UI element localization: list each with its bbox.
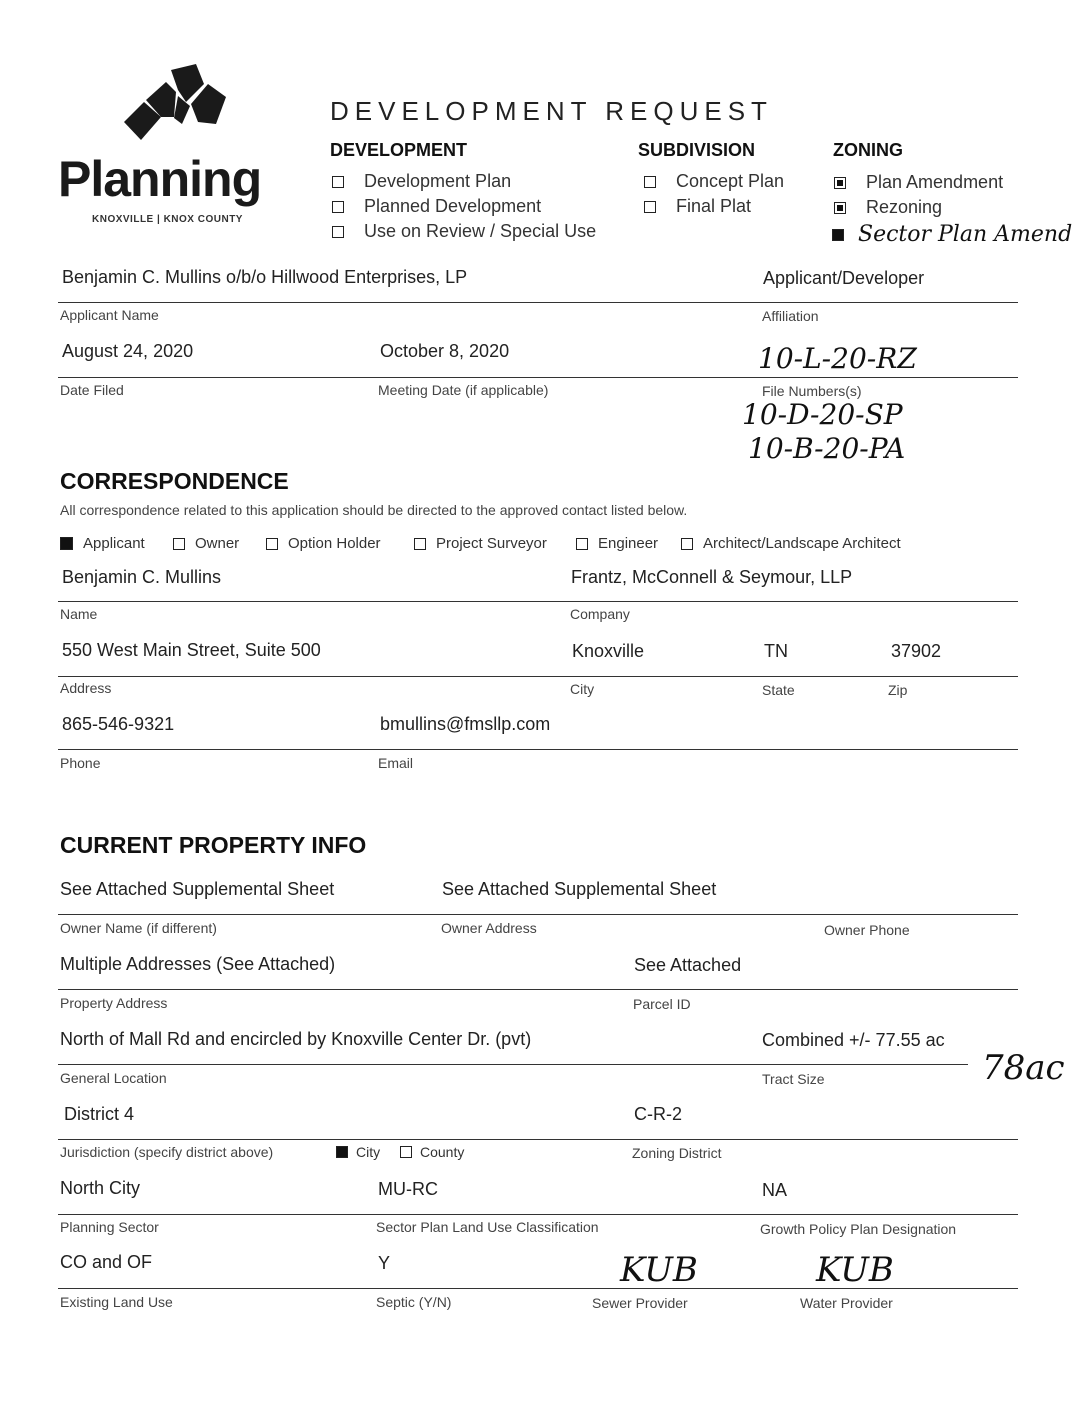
checkbox[interactable] <box>681 538 693 550</box>
parcel-id-label: Parcel ID <box>633 996 691 1012</box>
tract-size-value: Combined +/- 77.55 ac <box>762 1030 945 1050</box>
affiliation-value: Applicant/Developer <box>763 268 925 288</box>
checkbox-checked[interactable] <box>832 229 844 241</box>
planning-logo <box>58 62 288 232</box>
contact-company-value: Frantz, McConnell & Seymour, LLP <box>571 567 853 587</box>
checkbox[interactable] <box>332 226 344 238</box>
development-plan-option[interactable]: Development Plan <box>332 171 511 192</box>
zoning-heading: ZONING <box>833 140 903 160</box>
owner-name-label: Owner Name (if different) <box>60 920 217 936</box>
growth-policy-label: Growth Policy Plan Designation <box>760 1221 957 1237</box>
planning-logo-icon <box>116 62 236 152</box>
date-filed-label: Date Filed <box>60 382 124 398</box>
divider <box>58 749 1018 750</box>
concept-plan-option[interactable]: Concept Plan <box>644 171 784 192</box>
correspondence-note: All correspondence related to this application should be directed to the approved contact listed below. <box>60 502 688 518</box>
divider <box>58 601 1018 602</box>
contact-state-value: TN <box>764 641 788 661</box>
file-number-3: 10-B-20-PA <box>748 432 906 465</box>
rezoning-option[interactable]: Rezoning <box>834 197 942 218</box>
existing-land-use-label: Existing Land Use <box>60 1294 173 1310</box>
contact-name-label: Name <box>60 606 98 622</box>
sewer-provider-handwritten: KUB <box>620 1250 698 1290</box>
zoning-district-value: C-R-2 <box>634 1104 682 1124</box>
subdivision-heading: SUBDIVISION <box>638 140 756 160</box>
contact-address-label: Address <box>60 680 112 696</box>
parcel-id-value: See Attached <box>634 955 742 975</box>
divider <box>58 1139 1018 1140</box>
applicant-name-label: Applicant Name <box>60 307 159 323</box>
planned-development-option[interactable]: Planned Development <box>332 196 541 217</box>
checkbox-checked[interactable] <box>834 177 846 189</box>
contact-zip-label: Zip <box>888 682 908 698</box>
checkbox-checked[interactable] <box>336 1146 348 1158</box>
contact-owner-option[interactable]: Owner <box>173 535 239 552</box>
plan-amendment-option[interactable]: Plan Amendment <box>834 172 1003 193</box>
file-number-2: 10-D-20-SP <box>742 398 903 431</box>
sector-plan-amend-option[interactable] <box>832 222 1072 247</box>
divider <box>58 377 1018 378</box>
water-provider-handwritten: KUB <box>816 1250 894 1290</box>
contact-city-label: City <box>570 681 595 697</box>
checkbox[interactable] <box>266 538 278 550</box>
form-title: DEVELOPMENT REQUEST <box>330 96 773 126</box>
septic-value: Y <box>378 1253 391 1273</box>
property-heading: CURRENT PROPERTY INFO <box>60 832 367 858</box>
development-heading: DEVELOPMENT <box>330 140 468 160</box>
owner-address-label: Owner Address <box>441 920 537 936</box>
planning-sector-label: Planning Sector <box>60 1219 159 1235</box>
checkbox[interactable] <box>332 201 344 213</box>
owner-phone-label: Owner Phone <box>824 922 910 938</box>
checkbox[interactable] <box>332 176 344 188</box>
property-address-label: Property Address <box>60 995 168 1011</box>
checkbox[interactable] <box>400 1146 412 1158</box>
septic-label: Septic (Y/N) <box>376 1294 452 1310</box>
checkbox[interactable] <box>173 538 185 550</box>
jurisdiction-city-option[interactable]: City <box>336 1144 380 1160</box>
jurisdiction-value: District 4 <box>64 1104 135 1124</box>
tract-size-handwritten: 78ac <box>982 1048 1065 1088</box>
contact-applicant-option[interactable]: Applicant <box>60 535 145 552</box>
correspondence-heading: CORRESPONDENCE <box>60 468 289 494</box>
contact-email-value: bmullins@fmsllp.com <box>380 714 551 734</box>
contact-engineer-option[interactable]: Engineer <box>576 535 658 552</box>
sector-plan-land-use-value: MU-RC <box>378 1179 438 1199</box>
use-on-review-option[interactable]: Use on Review / Special Use <box>332 221 596 242</box>
existing-land-use-value: CO and OF <box>60 1252 153 1272</box>
file-number-1: 10-L-20-RZ <box>758 342 917 375</box>
general-location-value: North of Mall Rd and encircled by Knoxville Center Dr. (pvt) <box>60 1029 532 1049</box>
affiliation-label: Affiliation <box>762 308 819 324</box>
checkbox-checked[interactable] <box>834 202 846 214</box>
meeting-date-label: Meeting Date (if applicable) <box>378 382 549 398</box>
contact-architect-option[interactable]: Architect/Landscape Architect <box>681 535 901 552</box>
general-location-label: General Location <box>60 1070 167 1086</box>
checkbox[interactable] <box>576 538 588 550</box>
property-address-value: Multiple Addresses (See Attached) <box>60 954 336 974</box>
divider <box>58 1214 1018 1215</box>
contact-project-surveyor-option[interactable]: Project Surveyor <box>414 535 547 552</box>
divider <box>58 1288 1018 1289</box>
water-provider-label: Water Provider <box>800 1295 893 1311</box>
tract-size-label: Tract Size <box>762 1071 825 1087</box>
jurisdiction-label: Jurisdiction (specify district above) <box>60 1144 274 1160</box>
contact-phone-label: Phone <box>60 755 101 771</box>
date-filed-value: August 24, 2020 <box>62 341 194 361</box>
applicant-name-value: Benjamin C. Mullins o/b/o Hillwood Enterprises, LP <box>62 267 468 287</box>
contact-company-label: Company <box>570 606 630 622</box>
checkbox[interactable] <box>644 201 656 213</box>
contact-city-value: Knoxville <box>572 641 645 661</box>
divider <box>58 989 1018 990</box>
owner-name-value: See Attached Supplemental Sheet <box>60 879 335 899</box>
divider <box>58 302 1018 303</box>
contact-state-label: State <box>762 682 795 698</box>
contact-phone-value: 865-546-9321 <box>62 714 175 734</box>
planning-sector-value: North City <box>60 1178 141 1198</box>
planning-logo-word: Planning <box>58 151 262 207</box>
zoning-district-label: Zoning District <box>632 1145 722 1161</box>
checkbox-checked[interactable] <box>60 537 73 550</box>
contact-option-holder-option[interactable]: Option Holder <box>266 535 381 552</box>
contact-address-value: 550 West Main Street, Suite 500 <box>62 640 321 660</box>
final-plat-option[interactable]: Final Plat <box>644 196 751 217</box>
contact-zip-value: 37902 <box>891 641 942 661</box>
divider <box>58 676 1018 677</box>
jurisdiction-county-option[interactable]: County <box>400 1144 464 1160</box>
planning-logo-sub: KNOXVILLE | KNOX COUNTY <box>92 214 243 225</box>
divider <box>58 914 1018 915</box>
owner-address-value: See Attached Supplemental Sheet <box>442 879 717 899</box>
checkbox[interactable] <box>414 538 426 550</box>
contact-email-label: Email <box>378 755 414 771</box>
contact-name-value: Benjamin C. Mullins <box>62 567 222 587</box>
meeting-date-value: October 8, 2020 <box>380 341 510 361</box>
checkbox[interactable] <box>644 176 656 188</box>
sector-plan-amend-handwritten: Sector Plan Amend <box>858 222 1073 247</box>
sector-plan-land-use-label: Sector Plan Land Use Classification <box>376 1219 599 1235</box>
divider <box>58 1064 968 1065</box>
sewer-provider-label: Sewer Provider <box>592 1295 688 1311</box>
growth-policy-value: NA <box>762 1180 788 1200</box>
file-numbers-label: File Numbers(s) <box>762 383 862 399</box>
